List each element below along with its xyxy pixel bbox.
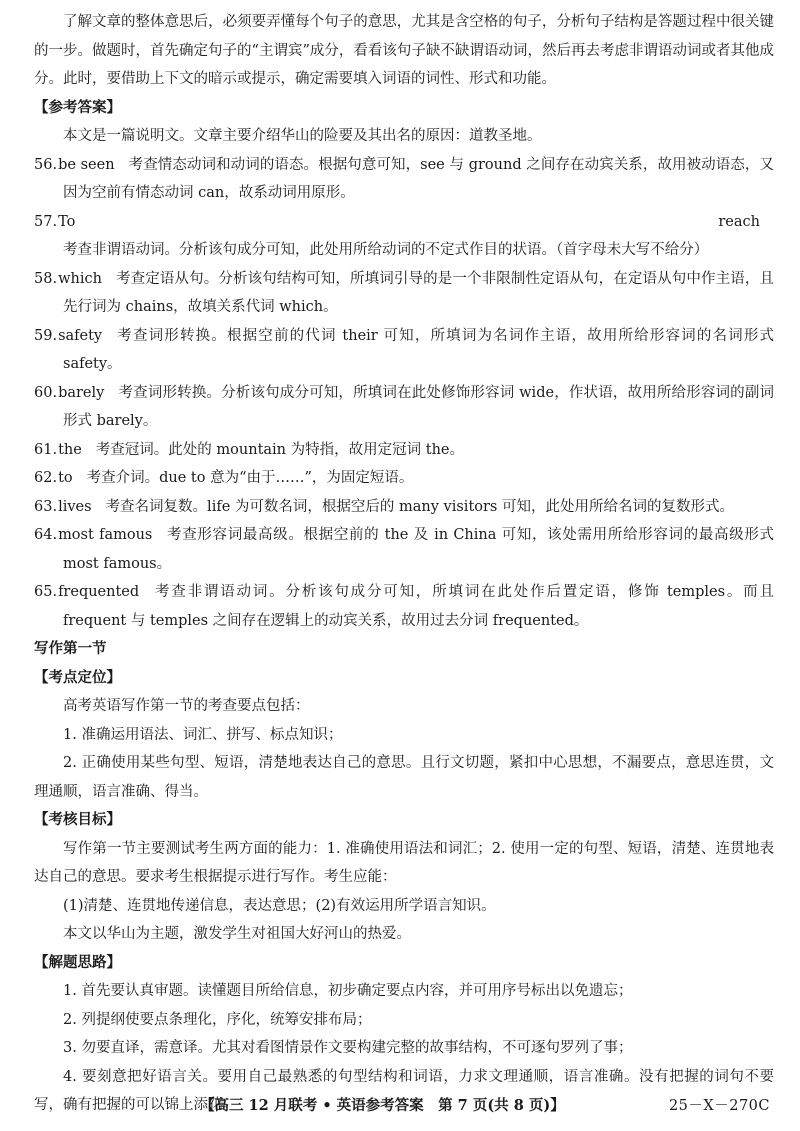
section-heading-objectives: 【考核目标】 [34,811,121,828]
answer-item [34,379,774,436]
answer-item [34,521,774,578]
answer-term: To reach [58,213,760,230]
answer-explanation: 考查情态动词和动词的语态。根据句意可知，see 与 ground 之间存在动宾关系，故用被动语态，又因为空前有情态动词 can，故系动词用原形。 [63,156,774,201]
answer-number: 65. [34,584,58,600]
exam-point-1: 1. 准确运用语法、词汇、拼写、标点知识； [63,726,343,743]
answer-term: frequented [58,584,140,600]
answer-term: most famous [58,527,153,543]
answer-page [34,8,774,1120]
intro-paragraph: 了解文章的整体意思后，必须要弄懂每个句子的意思，尤其是含空格的句子，分析句子结构是答题过程中很关键的一步。做题时，首先确定句子的“主谓宾”成分，看看该句子缺不缺谓语动词，然后再去考虑非谓语动词或者其他成分。此时，要借助上下文的暗示或提示，确定需要填入词语的词性、形式和功能。 [34,14,774,87]
answer-item [34,493,774,522]
answer-number: 56. [34,156,58,173]
answer-list [34,151,774,636]
answer-heading: 【参考答案】 [34,98,121,116]
answer-explanation: 考查词形转换。分析该句成分可知，所填词在此处修饰形容词 wide，作状语，故用所给形容词的副词形式 barely。 [63,384,774,429]
answer-number: 62. [34,470,58,486]
answer-number: 63. [34,498,58,515]
writing-title: 写作第一节 [34,640,107,657]
answer-number: 60. [34,384,58,401]
answer-item [34,464,774,493]
approach-step-4: 4. 要刻意把好语言关。要用自己最熟悉的句型结构和词语，力求文理通顺，语言准确。没有把握的词句不要写，确有把握的可以锦上添花。 [34,1068,774,1113]
approach-step-1: 1. 首先要认真审题。读懂题目所给信息，初步确定要点内容，并可用序号标出以免遗忘； [63,983,633,999]
answer-intro: 本文是一篇说明文。文章主要介绍华山的险要及其出名的原因：道教圣地。 [63,128,542,144]
section-heading-approach: 【解题思路】 [34,953,121,971]
answer-explanation: 考查冠词。此处的 mountain 为特指，故用定冠词 the。 [95,441,464,458]
answer-number: 57. [34,213,58,230]
answer-term: which [58,270,102,287]
answer-term: be seen [58,156,115,173]
section-heading-exam-points: 【考点定位】 [34,668,121,686]
answer-explanation: 考查词形转换。根据空前的代词 their 可知，所填词为名词作主语，故用所给形容词的名词形式 safety。 [63,327,774,372]
answer-explanation: 考查形容词最高级。根据空前的 the 及 in China 可知，该处需用所给形容词的最高级形式 most famous。 [63,527,774,572]
answer-term: lives [58,498,92,515]
answer-item [34,436,774,465]
approach-step-2: 2. 列提纲使要点条理化，序化，统筹安排布局； [63,1011,372,1028]
answer-number: 58. [34,270,58,287]
answer-term: the [58,441,82,458]
answer-term: to [58,470,73,486]
answer-item [34,151,774,208]
answer-item [34,578,774,635]
footer-code: 25－X－270C [668,1098,770,1114]
exam-point-2: 2. 正确使用某些句型、短语，清楚地表达自己的意思。且行文切题，紧扣中心思想，不漏要点，意思连贯，文理通顺，语言准确、得当。 [34,755,774,800]
answer-item [34,265,774,322]
answer-term: barely [58,384,105,401]
objectives-abilities: (1)清楚、连贯地传递信息，表达意思；(2)有效运用所学语言知识。 [63,897,496,914]
answer-term: safety [58,327,103,344]
answer-item [34,208,774,265]
answer-number: 64. [34,527,58,543]
exam-points-intro: 高考英语写作第一节的考查要点包括： [63,698,310,714]
objectives-theme: 本文以华山为主题，激发学生对祖国大好河山的热爱。 [63,926,411,942]
answer-explanation: 考查非谓语动词。分析该句成分可知，此处用所给动词的不定式作目的状语。（首字母未大写不给分） [63,242,709,258]
objectives-paragraph: 写作第一节主要测试考生两方面的能力：1. 准确使用语法和词汇；2. 使用一定的句型、短语，清楚、连贯地表达自己的意思。要求考生根据提示进行写作。考生应能： [34,840,774,885]
answer-explanation: 考查介词。due to 意为“由于……”，为固定短语。 [86,470,414,486]
answer-item [34,322,774,379]
footer-title: 【高三 12 月联考 • 英语参考答案 第 7 页(共 8 页)】 [200,1097,565,1114]
answer-number: 59. [34,327,58,344]
answer-number: 61. [34,441,58,458]
answer-explanation: 考查名词复数。life 为可数名词，根据空后的 many visitors 可知，此处用所给名词的复数形式。 [105,498,734,515]
answer-explanation: 考查非谓语动词。分析该句成分可知，所填词在此处作后置定语，修饰 temples。而且 frequent 与 temples 之间存在逻辑上的动宾关系，故用过去分词 frequented。 [63,584,774,629]
answer-explanation: 考查定语从句。分析该句结构可知，所填词引导的是一个非限制性定语从句，在定语从句中作主语，且先行词为 chains，故填关系代词 which。 [63,270,774,315]
approach-step-3: 3. 勿要直译，需意译。尤其对看图情景作文要构建完整的故事结构，不可逐句罗列了事； [63,1040,633,1056]
